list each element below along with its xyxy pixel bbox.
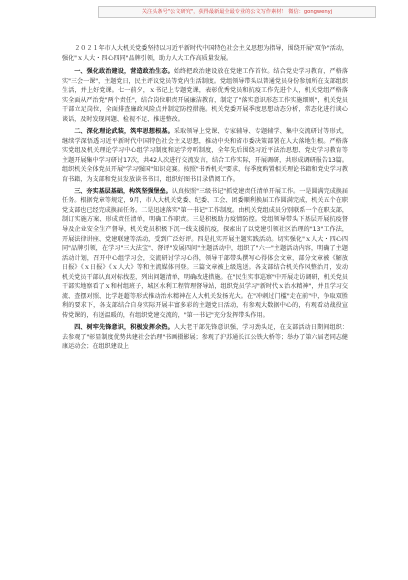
section-2-paragraph [62, 127, 348, 184]
section-3-heading: 三、夯实基层基础，构筑坚强堡垒。 [74, 187, 172, 195]
document-body [62, 44, 348, 354]
section-1-body: 始终把政治建设放在党建工作首位。结合党史学习教育，严格落实"三会一课"，主题党日，民主评议党员等党内生活制度。党组领导带头以普通党员身份参加所在支部组织生活，并上好党课。七一前夕，ｘ书记上专题党课，表彰优秀党员和抗疫工作先进个人，机关党组严格落实全面从严治党"两个责任"，结合岗位职责开展廉洁教育，制定了"落实意识形态工作实施细则"，机关党员干部立足岗位，全面排查廉政风险点并制定防控措施。机关党委开展季度思想动态分析，常态化进行谈心谈话，及时发现问题、检视不足、推进整改。 [62, 68, 349, 123]
section-3-body: 认真按照"三级书记"抓党建责任清单开展工作。一是圆满完成换届任务。根据党章等规定，9月，市人大机关党委、纪委、工会、团委顺利换届工作圆满完成，机关五个在职党支部也已经完成换届任务。二是迅速落实"第一书记"工作制度。由机关党组成员分别联系一个在职支部，制订实施方案、形成责任清单，明确工作职责。三是积极助力疫情防控。党组领导带头下基层开展抗疫督导及企业安全生产督导，机关党员积极下沉一线支援抗疫，探索出了以党建引领社区治理的"13"工作法，开展法律讲座、党建联建等活动，受到广泛好评。四是扎实开展主题实践活动。切实强化"ｘ人大・四心四同"品牌引领，在学习"三大法宝"、督评"发展四问"主题活动中，组织了"六一"主题活动内容，明确了主题活动计划，召开中心组学习会，交流研讨学习心得，领导干部带头撰写心得体会文章，部分文章被《解放日报》《ｘ日报》《ｘ人大》等和主流媒体刊登。三篇文章被上级选送。各支部结合机关作风整治月，发动机关党员干部认真对标找差，列出问题清单，明确改进措施。在"民生实事巡察"中开展走访调研，机关党员干部实地察看了ｘ和村组班子，城区水利工程管理督导站，组织党员学习"新时代ｘ治水精神"，并且学习交流、查摆对照、比学赶超等形式推动治水精神在人大机关发扬光大。在"冲刺过门槛"走在前"中，争取双胜利的要求下，各支部结合自身实际开展丰富多彩的主题党日活动，有参观大数据中心的，有观看动战役宣传党课的，有送温暖的，有组织党建交流的，"第一书记"充分发挥带头作用。 [62, 187, 348, 319]
section-1-paragraph [62, 67, 348, 124]
section-2-body: 采取领导上党课、专家辅导、专题辅学、集中交流研讨等形式，继续学深悟透习近平新时代中国特色社会主义思想，推动中央和省市委决策部署在人大落地生根。严格落实党组及机关理论学习中心组学习制度和运学旁听制度，全年先后围绕习近平法治思想、党史学习教育等主题开展集中学习研讨17次，共42人次进行交流发言，结合工作实际，开展调研，共形成调研报告13篇。组织机关全体党员开展"学习强国"知识竞赛。按照"书香机关"要求，每季度购置相关理论书籍和党史学习教育书籍，为支部和党员发放读书书目，组织好图书目录借阅工作。 [62, 127, 349, 183]
section-4-paragraph [62, 323, 348, 352]
section-4-body: 人大老干部先锋意识强，学习劲头足，在支部活动日期间组织：去参观了"彰显制度优势共建社会治理"书画摄影展；参观了沪苏通长江公铁大桥等；举办了第六届老同志健康运动会；在组织建设上 [62, 324, 349, 351]
promo-banner: 关注头条号"公文研究"，获得最新最全最专业的公文写作素材！ 微信：gongwenyj [98, 6, 376, 18]
intro-paragraph: ２０２１年市人大机关党委坚持以习近平新时代中国特色社会主义思想为指导，围绕开展"双争"活动，强化"ｘ人大・四心四同"品牌引领，助力人大工作高质量发展。 [62, 45, 348, 62]
section-2-heading: 二、深化理论武装，筑牢思想根基。 [74, 127, 174, 135]
section-3-paragraph [62, 187, 348, 321]
section-4-heading: 四、树牢先锋意识，积极发挥余热。 [74, 324, 174, 332]
section-1-heading: 一、强化政治建设，营造政治生态。 [74, 68, 174, 76]
